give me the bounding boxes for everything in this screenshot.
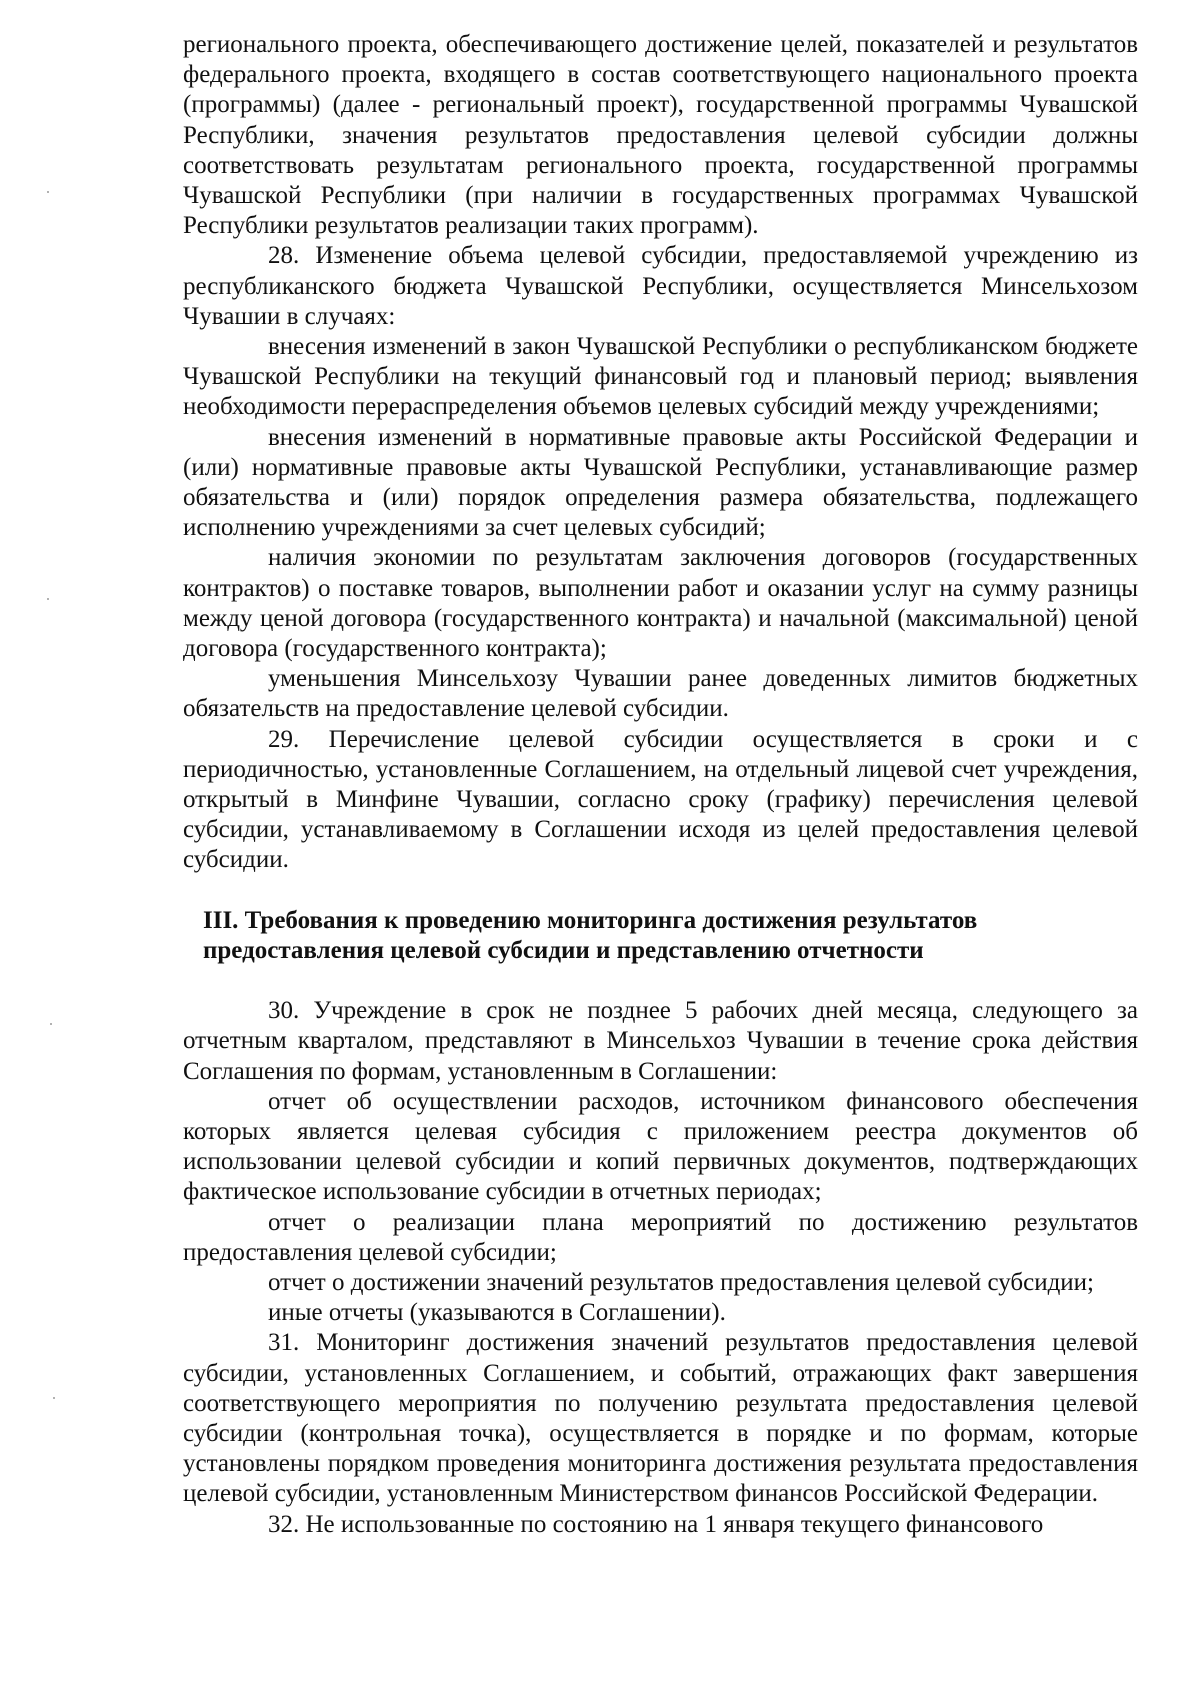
paragraph-28-item-b: внесения изменений в нормативные правовые акты Российской Федерации и (или) нормативные правовые акты Чувашской Республики, устанавливающие размер обязательства и (или) порядок определения размера обязательства, подлежащего исполнению учреждениями за счет целевых субсидий; [183,423,1138,542]
document-body [183,30,1138,1540]
paragraph-28-item-d: уменьшения Минсельхозу Чувашии ранее доведенных лимитов бюджетных обязательств на предоставление целевой субсидии. [183,665,1138,723]
paragraph-29: 29. Перечисление целевой субсидии осуществляется в сроки и с периодичностью, установленные Соглашением, на отдельный лицевой счет учреждения, открытый в Минфине Чувашии, согласно сроку (графику) перечисления целевой субсидии, устанавливаемому в Соглашении исходя из целей предоставления целевой субсидии. [183,725,1138,874]
scan-speck [47,598,49,600]
paragraphs-before-heading [183,30,1138,876]
paragraph-30-item-b: отчет о реализации плана мероприятий по достижению результатов предоставления целевой субсидии; [183,1208,1138,1266]
paragraph-31: 31. Мониторинг достижения значений результатов предоставления целевой субсидии, установленных Соглашением, и событий, отражающих факт завершения соответствующего мероприятия по получению результата предоставления целевой субсидии (контрольная точка), осуществляется в порядке и по формам, которые установлены порядком проведения мониторинга достижения результата предоставления целевой субсидии, установленным Министерством финансов Российской Федерации. [183,1329,1138,1508]
section-heading-line-2: предоставления целевой субсидии и представлению отчетности [203,936,924,964]
paragraph-28-item-a: внесения изменений в закон Чувашской Республики о республиканском бюджете Чувашской Республики на текущий финансовый год и плановый период; выявления необходимости перераспределения объемов целевых субсидий между учреждениями; [183,333,1138,421]
paragraph-30-item-c: отчет о достижении значений результатов предоставления целевой субсидии; [268,1268,1095,1296]
section-heading [183,906,1138,966]
paragraph-28-item-c: наличия экономии по результатам заключения договоров (государственных контрактов) о поставке товаров, выполнении работ и оказании услуг на сумму разницы между ценой договора (государственного контракта) и начальной (максимальной) ценой договора (государственного контракта); [183,544,1138,663]
paragraph-28: 28. Изменение объема целевой субсидии, предоставляемой учреждению из республиканского бюджета Чувашской Республики, осуществляется Минсельхозом Чувашии в случаях: [183,242,1138,330]
paragraph-32: 32. Не использованные по состоянию на 1 января текущего финансового [268,1510,1044,1538]
spacer [183,966,1138,996]
section-heading-line-1: III. Требования к проведению мониторинга достижения результатов [203,906,978,934]
paragraphs-after-heading [183,996,1138,1540]
scan-speck [53,1397,55,1399]
scan-speck [47,191,49,193]
paragraph-30: 30. Учреждение в срок не позднее 5 рабочих дней месяца, следующего за отчетным кварталом, представляют в Минсельхоз Чувашии в течение срока действия Соглашения по формам, установленным в Соглашении: [183,997,1138,1085]
scan-speck [50,1023,52,1025]
paragraph-30-item-d: иные отчеты (указываются в Соглашении). [268,1299,726,1327]
paragraph-continuation: регионального проекта, обеспечивающего достижение целей, показателей и результатов федерального проекта, входящего в состав соответствующего национального проекта (программы) (далее - региональный проект), государственной программы Чувашской Республики, значения результатов предоставления целевой субсидии должны соответствовать результатам регионального проекта, государственной программы Чувашской Республики (при наличии в государственных программах Чувашской Республики результатов реализации таких программ). [183,31,1138,240]
spacer [183,876,1138,906]
paragraph-30-item-a: отчет об осуществлении расходов, источником финансового обеспечения которых является целевая субсидия с приложением реестра документов об использовании целевой субсидии и копий первичных документов, подтверждающих фактическое использование субсидии в отчетных периодах; [183,1087,1138,1206]
